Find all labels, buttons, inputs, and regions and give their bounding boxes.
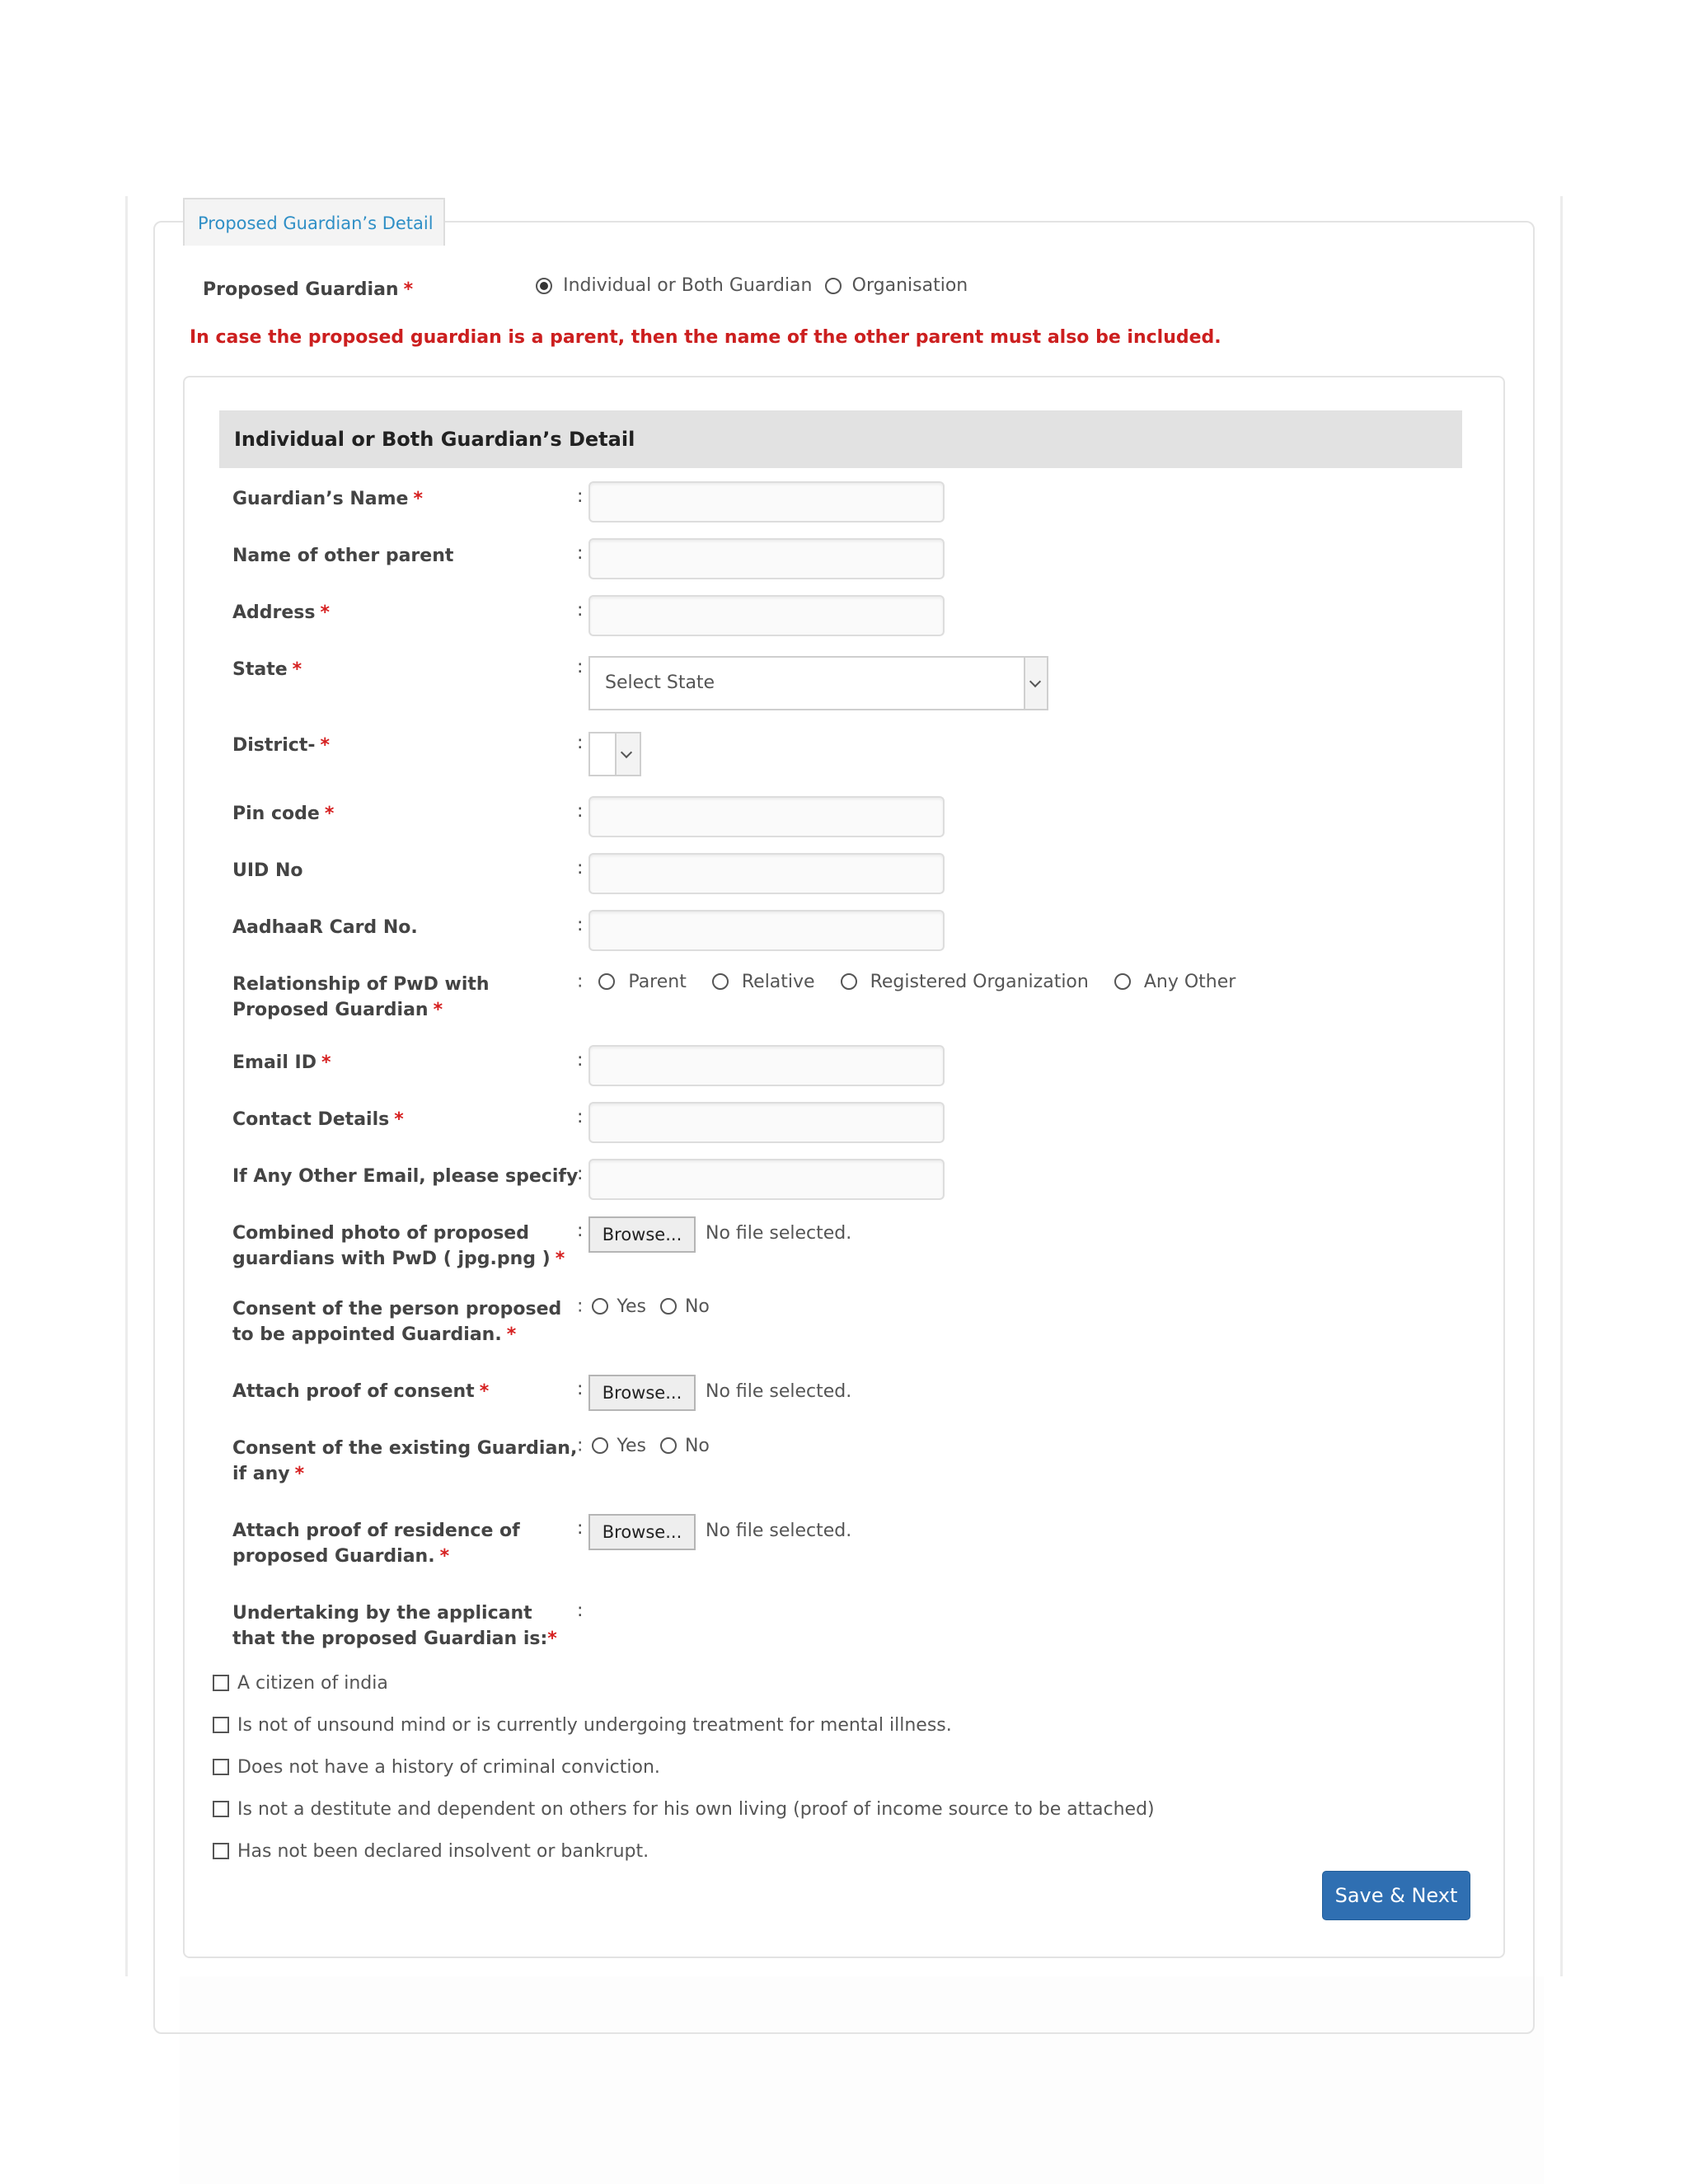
- colon: :: [577, 971, 584, 992]
- save-next-button[interactable]: Save & Next: [1322, 1871, 1470, 1920]
- proposed-guardian-label-text: Proposed Guardian: [203, 279, 399, 300]
- state-label-text: State: [232, 659, 288, 680]
- consent-existing-label: [232, 1436, 577, 1487]
- uid-label-text: UID No: [232, 860, 303, 881]
- photo-label-line2: guardians with PwD ( jpg.png ): [232, 1249, 551, 1269]
- other-parent-label-text: Name of other parent: [232, 546, 454, 566]
- checkbox-sound-mind-label: Is not of unsound mind or is currently undergoing treatment for mental illness.: [237, 1715, 952, 1736]
- consent-person-options: [577, 1296, 715, 1317]
- contact-input[interactable]: [588, 1102, 945, 1143]
- required-mark: *: [321, 1052, 331, 1073]
- district-label: [232, 733, 330, 758]
- district-label-text: District-: [232, 735, 316, 756]
- aadhaar-label: [232, 915, 418, 940]
- radio-parent-label: Parent: [628, 971, 687, 992]
- radio-consent-existing-no-label: No: [684, 1435, 710, 1456]
- other-email-label-text: If Any Other Email, please specify: [232, 1166, 579, 1187]
- undertaking-label-line2: that the proposed Guardian is:: [232, 1629, 548, 1649]
- chevron-down-icon: [1029, 676, 1041, 687]
- required-mark: *: [294, 1464, 305, 1484]
- proof-residence-browse-button[interactable]: Browse...: [588, 1514, 696, 1550]
- radio-consent-person-yes[interactable]: [592, 1298, 608, 1315]
- district-select[interactable]: [588, 732, 641, 776]
- address-label: [232, 600, 330, 626]
- other-parent-input[interactable]: [588, 538, 945, 579]
- checkbox-citizen-label: A citizen of india: [237, 1673, 388, 1694]
- uid-input[interactable]: [588, 853, 945, 894]
- page-edge-right: [1560, 196, 1563, 1976]
- checkbox-not-destitute-label: Is not a destitute and dependent on others for his own living (proof of income source to be attached): [237, 1799, 1155, 1820]
- radio-organisation-label: Organisation: [851, 275, 968, 296]
- colon: :: [577, 600, 584, 621]
- relationship-label-line2: Proposed Guardian: [232, 1000, 429, 1020]
- required-mark: *: [547, 1629, 557, 1649]
- email-input[interactable]: [588, 1045, 945, 1086]
- consent-person-label: [232, 1296, 561, 1347]
- colon: :: [577, 657, 584, 677]
- section-header: Individual or Both Guardian’s Detail: [219, 410, 1462, 468]
- relationship-label: [232, 972, 490, 1023]
- guardian-name-label: [232, 486, 423, 512]
- required-mark: *: [320, 602, 330, 623]
- required-mark: *: [479, 1381, 490, 1402]
- proof-residence-label: [232, 1518, 520, 1569]
- radio-any-other[interactable]: [1114, 973, 1131, 990]
- proof-residence-label-line2: proposed Guardian.: [232, 1546, 435, 1567]
- other-email-input[interactable]: [588, 1159, 945, 1200]
- consent-existing-label-line1: Consent of the existing Guardian,: [232, 1438, 578, 1459]
- proof-consent-file-status: No file selected.: [706, 1381, 852, 1402]
- page-edge-left: [125, 196, 128, 1976]
- consent-existing-label-line2: if any: [232, 1464, 290, 1484]
- proposed-guardian-options: [536, 275, 968, 296]
- colon: :: [577, 1221, 584, 1241]
- required-mark: *: [403, 279, 414, 300]
- guardian-name-label-text: Guardian’s Name: [232, 489, 409, 509]
- checkbox-not-insolvent-label: Has not been declared insolvent or bankrupt.: [237, 1841, 649, 1862]
- consent-existing-options: [577, 1435, 715, 1456]
- photo-file-status: No file selected.: [706, 1223, 852, 1244]
- other-email-label: [232, 1164, 578, 1189]
- checkbox-not-insolvent[interactable]: [213, 1843, 229, 1859]
- photo-label-line1: Combined photo of proposed: [232, 1223, 529, 1244]
- radio-parent[interactable]: [598, 973, 615, 990]
- radio-consent-person-no-label: No: [684, 1296, 710, 1317]
- chevron-down-icon: [621, 747, 632, 758]
- other-parent-label: [232, 543, 453, 569]
- pin-code-label-text: Pin code: [232, 804, 320, 824]
- pin-code-label: [232, 801, 334, 827]
- colon: :: [577, 733, 584, 753]
- address-input[interactable]: [588, 595, 945, 636]
- proof-consent-browse-button[interactable]: Browse...: [588, 1375, 696, 1411]
- proposed-guardian-label: [203, 277, 413, 302]
- required-mark: *: [320, 735, 331, 756]
- radio-consent-existing-yes[interactable]: [592, 1437, 608, 1454]
- radio-consent-person-yes-label: Yes: [617, 1296, 646, 1317]
- proof-consent-label-text: Attach proof of consent: [232, 1381, 475, 1402]
- colon: :: [577, 1435, 584, 1456]
- undertaking-label: [232, 1601, 557, 1652]
- checkbox-not-destitute[interactable]: [213, 1801, 229, 1817]
- required-mark: *: [433, 1000, 443, 1020]
- state-select-value: Select State: [605, 673, 715, 693]
- radio-individual[interactable]: [536, 278, 552, 294]
- radio-consent-existing-yes-label: Yes: [617, 1435, 646, 1456]
- radio-registered-organization[interactable]: [841, 973, 857, 990]
- relationship-options: [577, 971, 1240, 992]
- colon: :: [577, 1296, 584, 1317]
- checkbox-no-criminal[interactable]: [213, 1759, 229, 1775]
- colon: :: [577, 486, 584, 507]
- email-label: [232, 1050, 331, 1076]
- state-label: [232, 657, 302, 682]
- legend-tab[interactable]: Proposed Guardian’s Detail: [183, 198, 445, 246]
- colon: :: [577, 858, 584, 879]
- radio-organisation[interactable]: [825, 278, 842, 294]
- address-label-text: Address: [232, 602, 316, 623]
- consent-person-label-line1: Consent of the person proposed: [232, 1299, 562, 1319]
- required-mark: *: [506, 1324, 517, 1345]
- state-select[interactable]: [588, 656, 1048, 710]
- consent-person-label-line2: to be appointed Guardian.: [232, 1324, 502, 1345]
- proof-residence-label-line1: Attach proof of residence of: [232, 1521, 520, 1541]
- radio-individual-label: Individual or Both Guardian: [563, 275, 813, 296]
- colon: :: [577, 1050, 584, 1071]
- district-select-arrow[interactable]: [615, 733, 640, 775]
- pin-code-input[interactable]: [588, 796, 945, 837]
- relationship-label-line1: Relationship of PwD with: [232, 974, 490, 995]
- radio-consent-person-no[interactable]: [660, 1298, 677, 1315]
- required-mark: *: [555, 1249, 565, 1269]
- colon: :: [577, 1379, 584, 1399]
- colon: :: [577, 1107, 584, 1127]
- colon: :: [577, 1164, 584, 1184]
- uid-label: [232, 858, 303, 883]
- radio-relative[interactable]: [712, 973, 729, 990]
- email-label-text: Email ID: [232, 1052, 316, 1073]
- guardian-name-input[interactable]: [588, 481, 945, 523]
- contact-label-text: Contact Details: [232, 1109, 390, 1130]
- checkbox-no-criminal-label: Does not have a history of criminal conviction.: [237, 1757, 660, 1778]
- colon: :: [577, 915, 584, 935]
- proof-residence-file-status: No file selected.: [706, 1521, 852, 1541]
- aadhaar-label-text: AadhaaR Card No.: [232, 917, 418, 938]
- colon: :: [577, 801, 584, 822]
- proof-consent-label: [232, 1379, 489, 1404]
- required-mark: *: [439, 1546, 450, 1567]
- radio-any-other-label: Any Other: [1143, 971, 1236, 992]
- colon: :: [577, 543, 584, 564]
- photo-label: [232, 1221, 565, 1272]
- contact-label: [232, 1107, 404, 1132]
- required-mark: *: [413, 489, 423, 509]
- aadhaar-input[interactable]: [588, 910, 945, 951]
- checkbox-sound-mind[interactable]: [213, 1717, 229, 1733]
- radio-registered-organization-label: Registered Organization: [870, 971, 1089, 992]
- photo-browse-button[interactable]: Browse...: [588, 1216, 696, 1253]
- required-mark: *: [394, 1109, 404, 1130]
- radio-relative-label: Relative: [741, 971, 815, 992]
- parent-warning: In case the proposed guardian is a parent, then the name of the other parent must also be included.: [190, 327, 1221, 348]
- undertaking-label-line1: Undertaking by the applicant: [232, 1603, 532, 1624]
- state-select-arrow[interactable]: [1024, 658, 1047, 709]
- radio-consent-existing-no[interactable]: [660, 1437, 677, 1454]
- required-mark: *: [324, 804, 335, 824]
- colon: :: [577, 1601, 584, 1621]
- required-mark: *: [292, 659, 302, 680]
- checkbox-citizen[interactable]: [213, 1675, 229, 1691]
- colon: :: [577, 1518, 584, 1539]
